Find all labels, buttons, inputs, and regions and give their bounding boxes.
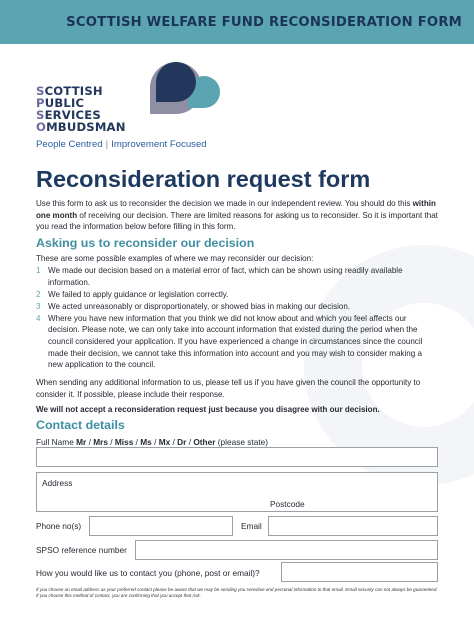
spso-logo-wordmark bbox=[36, 85, 126, 133]
disagree-warning: We will not accept a reconsideration request just because you disagree with our decision. bbox=[36, 405, 380, 414]
contact-preference-field[interactable] bbox=[281, 562, 438, 582]
logo-line-1: SCOTTISH bbox=[36, 84, 103, 98]
page-title: Reconsideration request form bbox=[36, 166, 371, 192]
fullname-field[interactable] bbox=[36, 447, 438, 467]
examples-intro: These are some possible examples of where we may reconsider our decision: bbox=[36, 254, 314, 263]
reasons-list bbox=[36, 265, 438, 371]
intro-paragraph: Use this form to ask us to reconsider the decision we made in our independent review. You should do this within one month of receiving our decision. There are limited reasons for asking us to reconsider. So it is important that you read the information below before filling in this form. bbox=[36, 199, 438, 232]
logo-line-2: PUBLIC bbox=[36, 96, 85, 111]
additional-info-note: When sending any additional information to us, please tell us if you have given the council the opportunity to consider it. If possible, please include their response. bbox=[36, 378, 421, 399]
phone-label: Phone no(s) bbox=[36, 521, 82, 531]
logo-line-4: OMBUDSMAN bbox=[36, 120, 126, 135]
address-field[interactable] bbox=[36, 472, 438, 512]
email-field[interactable] bbox=[268, 516, 438, 536]
spso-reference-field[interactable] bbox=[135, 540, 438, 560]
address-label: Address bbox=[42, 478, 73, 488]
contact-preference-label: How you would like us to contact you (phone, post or email)? bbox=[36, 568, 260, 578]
postcode-label: Postcode bbox=[270, 499, 305, 509]
phone-field[interactable] bbox=[89, 516, 233, 536]
email-label: Email bbox=[241, 521, 262, 531]
asking-heading: Asking us to reconsider our decision bbox=[36, 236, 255, 250]
spso-tagline: People Centred | Improvement Focused bbox=[36, 139, 207, 150]
email-security-footnote: If you choose an email address as your preferred contact please be aware that we may be sending you sensitive and personal information to that email. Email security can not always be guaranteed. If you choose this method of contact, you are confirming that you accept that risk. bbox=[36, 587, 438, 598]
fullname-label: Full Name Mr / Mrs / Miss / Ms / Mx / Dr / Other (please state) bbox=[36, 437, 269, 447]
list-item: 4 Where you have new information that you think we did not know about and which you feel affects our decision. Please note, we can only take into account information that existed during the period when the council considered your application. If you have experienced a change in circumstances since the council made their decision, we cannot take this information into account and you may wish to consider making a new application to the council. bbox=[36, 313, 423, 370]
list-item: 1 We made our decision based on a material error of fact, which can be shown using readily available information. bbox=[36, 266, 403, 287]
list-item: 3 We acted unreasonably or disproportionately, or showed bias in making our decision. bbox=[36, 301, 351, 311]
form-header-band bbox=[0, 0, 474, 44]
spso-reference-label: SPSO reference number bbox=[36, 545, 127, 555]
form-header-title: SCOTTISH WELFARE FUND RECONSIDERATION FORM bbox=[66, 14, 462, 30]
logo-line-3: SERVICES bbox=[36, 108, 101, 123]
spso-logo bbox=[36, 60, 206, 152]
list-item: 2 We failed to apply guidance or legislation correctly. bbox=[36, 289, 229, 299]
contact-heading: Contact details bbox=[36, 418, 125, 432]
